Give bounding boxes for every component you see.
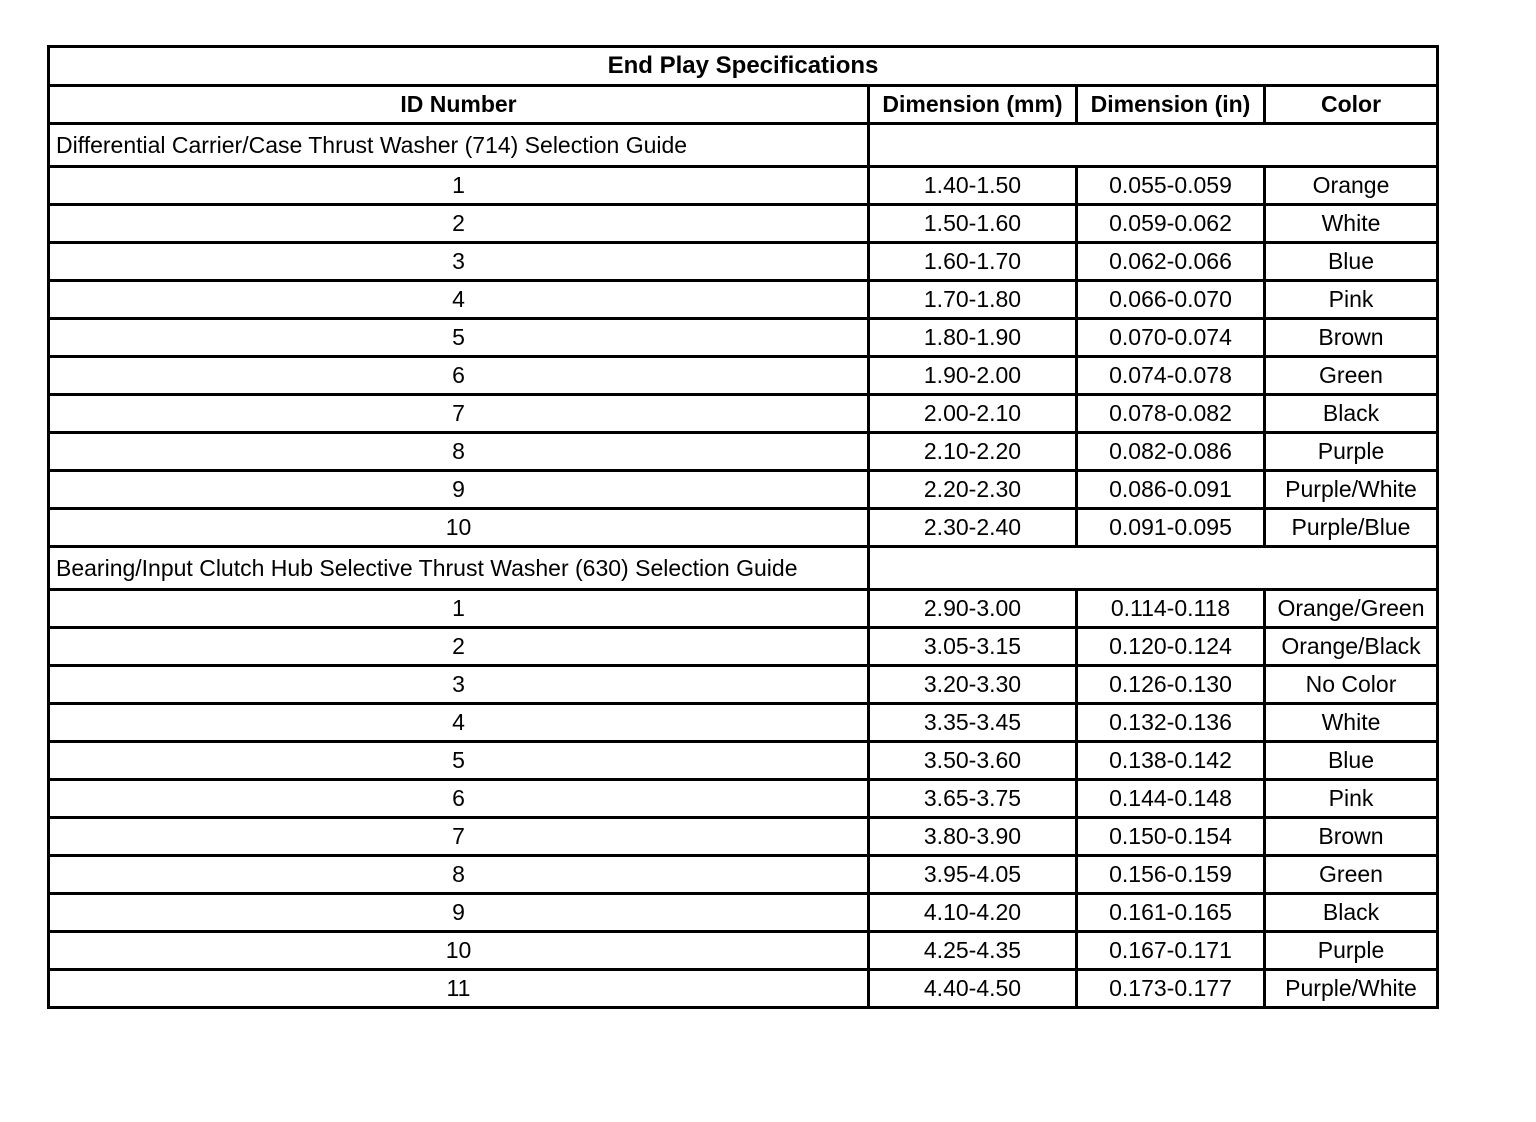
dimension-in-cell: 0.156-0.159 <box>1077 856 1265 894</box>
dimension-in-cell: 0.086-0.091 <box>1077 471 1265 509</box>
dimension-in-cell: 0.150-0.154 <box>1077 818 1265 856</box>
color-cell: Orange/Green <box>1265 590 1438 628</box>
column-header-row <box>49 86 1438 124</box>
dimension-in-cell: 0.173-0.177 <box>1077 970 1265 1008</box>
dimension-mm-cell: 3.50-3.60 <box>869 742 1077 780</box>
table-title: End Play Specifications <box>49 47 1438 86</box>
dimension-in-cell: 0.066-0.070 <box>1077 281 1265 319</box>
end-play-specifications-table <box>47 45 1439 1009</box>
id-number-cell: 4 <box>49 281 869 319</box>
dimension-mm-cell: 3.05-3.15 <box>869 628 1077 666</box>
table-body <box>49 124 1438 1008</box>
dimension-in-cell: 0.078-0.082 <box>1077 395 1265 433</box>
column-header-id-number: ID Number <box>49 86 869 124</box>
id-number-cell: 5 <box>49 742 869 780</box>
dimension-mm-cell: 3.35-3.45 <box>869 704 1077 742</box>
color-cell: Purple <box>1265 932 1438 970</box>
dimension-in-cell: 0.138-0.142 <box>1077 742 1265 780</box>
section-header-row <box>49 124 1438 167</box>
color-cell: No Color <box>1265 666 1438 704</box>
color-cell: Orange/Black <box>1265 628 1438 666</box>
color-cell: Blue <box>1265 243 1438 281</box>
dimension-mm-cell: 4.40-4.50 <box>869 970 1077 1008</box>
id-number-cell: 9 <box>49 471 869 509</box>
table-row <box>49 395 1438 433</box>
dimension-mm-cell: 1.90-2.00 <box>869 357 1077 395</box>
id-number-cell: 2 <box>49 205 869 243</box>
id-number-cell: 5 <box>49 319 869 357</box>
dimension-in-cell: 0.059-0.062 <box>1077 205 1265 243</box>
table-row <box>49 970 1438 1008</box>
table-row <box>49 856 1438 894</box>
id-number-cell: 1 <box>49 590 869 628</box>
id-number-cell: 11 <box>49 970 869 1008</box>
color-cell: Green <box>1265 357 1438 395</box>
color-cell: Brown <box>1265 319 1438 357</box>
color-cell: White <box>1265 205 1438 243</box>
dimension-mm-cell: 1.40-1.50 <box>869 167 1077 205</box>
section-label: Bearing/Input Clutch Hub Selective Thrust Washer (630) Selection Guide <box>49 547 869 590</box>
table-row <box>49 509 1438 547</box>
id-number-cell: 6 <box>49 357 869 395</box>
dimension-mm-cell: 3.65-3.75 <box>869 780 1077 818</box>
id-number-cell: 9 <box>49 894 869 932</box>
table-row <box>49 433 1438 471</box>
id-number-cell: 10 <box>49 932 869 970</box>
table-row <box>49 243 1438 281</box>
color-cell: Brown <box>1265 818 1438 856</box>
color-cell: Pink <box>1265 281 1438 319</box>
table-row <box>49 471 1438 509</box>
color-cell: White <box>1265 704 1438 742</box>
dimension-in-cell: 0.082-0.086 <box>1077 433 1265 471</box>
dimension-in-cell: 0.167-0.171 <box>1077 932 1265 970</box>
dimension-mm-cell: 1.50-1.60 <box>869 205 1077 243</box>
dimension-in-cell: 0.091-0.095 <box>1077 509 1265 547</box>
table-row <box>49 932 1438 970</box>
id-number-cell: 8 <box>49 433 869 471</box>
color-cell: Pink <box>1265 780 1438 818</box>
dimension-mm-cell: 3.20-3.30 <box>869 666 1077 704</box>
id-number-cell: 10 <box>49 509 869 547</box>
dimension-in-cell: 0.062-0.066 <box>1077 243 1265 281</box>
table-row <box>49 818 1438 856</box>
table-title-row <box>49 47 1438 86</box>
dimension-mm-cell: 4.10-4.20 <box>869 894 1077 932</box>
id-number-cell: 4 <box>49 704 869 742</box>
id-number-cell: 7 <box>49 818 869 856</box>
section-label: Differential Carrier/Case Thrust Washer (714) Selection Guide <box>49 124 869 167</box>
dimension-in-cell: 0.161-0.165 <box>1077 894 1265 932</box>
dimension-mm-cell: 2.10-2.20 <box>869 433 1077 471</box>
dimension-in-cell: 0.070-0.074 <box>1077 319 1265 357</box>
table-row <box>49 319 1438 357</box>
color-cell: Purple <box>1265 433 1438 471</box>
dimension-in-cell: 0.074-0.078 <box>1077 357 1265 395</box>
dimension-mm-cell: 1.70-1.80 <box>869 281 1077 319</box>
color-cell: Purple/White <box>1265 970 1438 1008</box>
dimension-mm-cell: 1.60-1.70 <box>869 243 1077 281</box>
table-row <box>49 357 1438 395</box>
table-row <box>49 780 1438 818</box>
dimension-mm-cell: 3.80-3.90 <box>869 818 1077 856</box>
section-blank-cell <box>869 124 1438 167</box>
id-number-cell: 3 <box>49 243 869 281</box>
dimension-mm-cell: 2.00-2.10 <box>869 395 1077 433</box>
id-number-cell: 2 <box>49 628 869 666</box>
section-header-row <box>49 547 1438 590</box>
id-number-cell: 6 <box>49 780 869 818</box>
dimension-in-cell: 0.132-0.136 <box>1077 704 1265 742</box>
column-header-dimension-in: Dimension (in) <box>1077 86 1265 124</box>
color-cell: Purple/Blue <box>1265 509 1438 547</box>
color-cell: Purple/White <box>1265 471 1438 509</box>
table-row <box>49 590 1438 628</box>
table-row <box>49 742 1438 780</box>
dimension-in-cell: 0.120-0.124 <box>1077 628 1265 666</box>
dimension-mm-cell: 2.30-2.40 <box>869 509 1077 547</box>
table-row <box>49 894 1438 932</box>
table-row <box>49 205 1438 243</box>
section-blank-cell <box>869 547 1438 590</box>
dimension-mm-cell: 2.90-3.00 <box>869 590 1077 628</box>
dimension-mm-cell: 3.95-4.05 <box>869 856 1077 894</box>
dimension-in-cell: 0.144-0.148 <box>1077 780 1265 818</box>
dimension-in-cell: 0.055-0.059 <box>1077 167 1265 205</box>
dimension-in-cell: 0.126-0.130 <box>1077 666 1265 704</box>
table-row <box>49 666 1438 704</box>
color-cell: Blue <box>1265 742 1438 780</box>
id-number-cell: 8 <box>49 856 869 894</box>
color-cell: Black <box>1265 395 1438 433</box>
dimension-mm-cell: 4.25-4.35 <box>869 932 1077 970</box>
id-number-cell: 7 <box>49 395 869 433</box>
table-row <box>49 167 1438 205</box>
table-row <box>49 704 1438 742</box>
color-cell: Black <box>1265 894 1438 932</box>
dimension-in-cell: 0.114-0.118 <box>1077 590 1265 628</box>
id-number-cell: 1 <box>49 167 869 205</box>
dimension-mm-cell: 2.20-2.30 <box>869 471 1077 509</box>
id-number-cell: 3 <box>49 666 869 704</box>
table-row <box>49 281 1438 319</box>
column-header-dimension-mm: Dimension (mm) <box>869 86 1077 124</box>
column-header-color: Color <box>1265 86 1438 124</box>
table-row <box>49 628 1438 666</box>
color-cell: Green <box>1265 856 1438 894</box>
color-cell: Orange <box>1265 167 1438 205</box>
dimension-mm-cell: 1.80-1.90 <box>869 319 1077 357</box>
